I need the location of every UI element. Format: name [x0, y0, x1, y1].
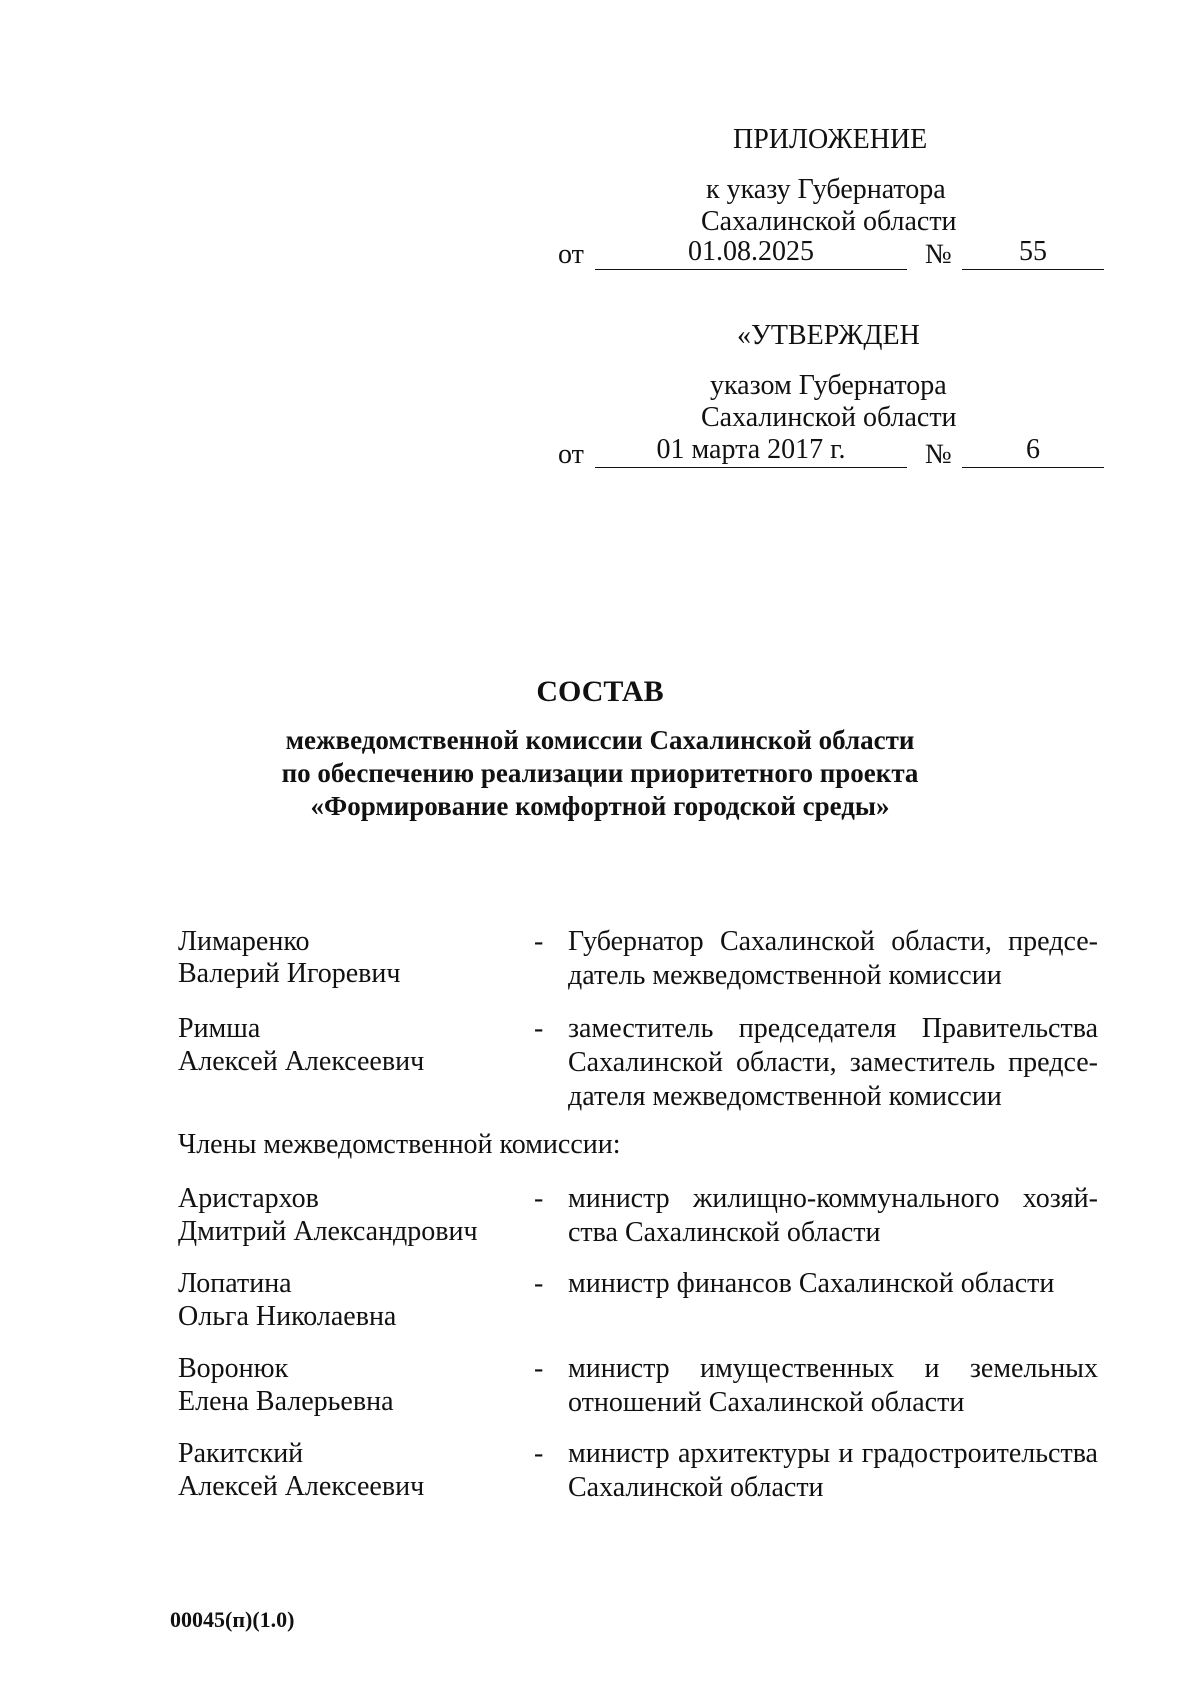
member-description-line: отношений Сахалинской области: [568, 1387, 965, 1418]
member-description: [568, 1182, 1098, 1250]
member-description-line: ства Сахалинской области: [568, 1217, 881, 1248]
appendix-from-label: от: [558, 239, 584, 270]
appendix-date: 01.08.2025: [595, 236, 907, 270]
member-description-line: Сахалинской области, заместитель предсе-: [568, 1047, 1098, 1078]
member-surname: Ракитский: [178, 1438, 304, 1469]
approved-date: 01 марта 2017 г.: [595, 434, 907, 468]
appendix-line2: Сахалинской области: [701, 206, 957, 237]
member-surname: Аристархов: [178, 1183, 319, 1214]
member-dash: -: [534, 1438, 544, 1469]
member-surname: Римша: [178, 1013, 261, 1044]
member-given-name: Ольга Николаевна: [178, 1301, 397, 1332]
member-given-name: Алексей Алексеевич: [178, 1046, 425, 1077]
appendix-number-sign: №: [925, 239, 952, 270]
approved-line2: Сахалинской области: [701, 402, 957, 433]
member-description-line: министр архитектуры и градостроительства: [568, 1438, 1098, 1469]
member-description: [568, 1437, 1098, 1505]
document-subtitle-line1: межведомственной комиссии Сахалинской области: [285, 725, 915, 755]
member-dash: -: [534, 1268, 544, 1299]
member-surname: Лимаренко: [178, 926, 310, 957]
member-description: [568, 1012, 1098, 1114]
member-description-line: датель межведомственной комиссии: [568, 960, 1002, 991]
member-surname: Лопатина: [178, 1268, 292, 1299]
approved-number-sign: №: [925, 439, 952, 470]
member-description-line: министр жилищно-коммунального хозяй-: [568, 1183, 1098, 1214]
member-dash: -: [534, 1013, 544, 1044]
appendix-number: 55: [962, 236, 1104, 270]
appendix-title: ПРИЛОЖЕНИЕ: [733, 124, 928, 155]
member-description-line: Сахалинской области: [568, 1472, 824, 1503]
appendix-line1: к указу Губернатора: [706, 174, 946, 205]
member-description-line: Губернатор Сахалинской области, предсе-: [568, 926, 1098, 957]
member-description-line: заместитель председателя Правительства: [568, 1013, 1098, 1044]
member-dash: -: [534, 926, 544, 957]
member-given-name: Валерий Игоревич: [178, 958, 401, 989]
member-description: [568, 1352, 1098, 1420]
member-given-name: Елена Валерьевна: [178, 1386, 394, 1417]
document-subtitle-line2: по обеспечению реализации приоритетного проекта: [281, 758, 919, 788]
approved-number: 6: [962, 434, 1104, 468]
approved-line1: указом Губернатора: [710, 370, 947, 401]
member-description: [568, 925, 1098, 993]
members-section-label: Члены межведомственной комиссии:: [178, 1129, 621, 1160]
approved-title: «УТВЕРЖДЕН: [737, 320, 920, 351]
member-given-name: Алексей Алексеевич: [178, 1471, 425, 1502]
form-code: 00045(п)(1.0): [170, 1607, 295, 1632]
member-dash: -: [534, 1183, 544, 1214]
member-description-line: дателя межведомственной комиссии: [568, 1081, 1002, 1112]
document-title: СОСТАВ: [536, 675, 664, 708]
member-description-line: министр имущественных и земельных: [568, 1353, 1098, 1384]
member-description-line: министр финансов Сахалинской области: [568, 1268, 1055, 1299]
member-description: [568, 1267, 1098, 1301]
member-dash: -: [534, 1353, 544, 1384]
document-subtitle-line3: «Формирование комфортной городской среды»: [310, 791, 890, 821]
member-surname: Воронюк: [178, 1353, 289, 1384]
approved-from-label: от: [558, 439, 584, 470]
member-given-name: Дмитрий Александрович: [178, 1216, 478, 1247]
